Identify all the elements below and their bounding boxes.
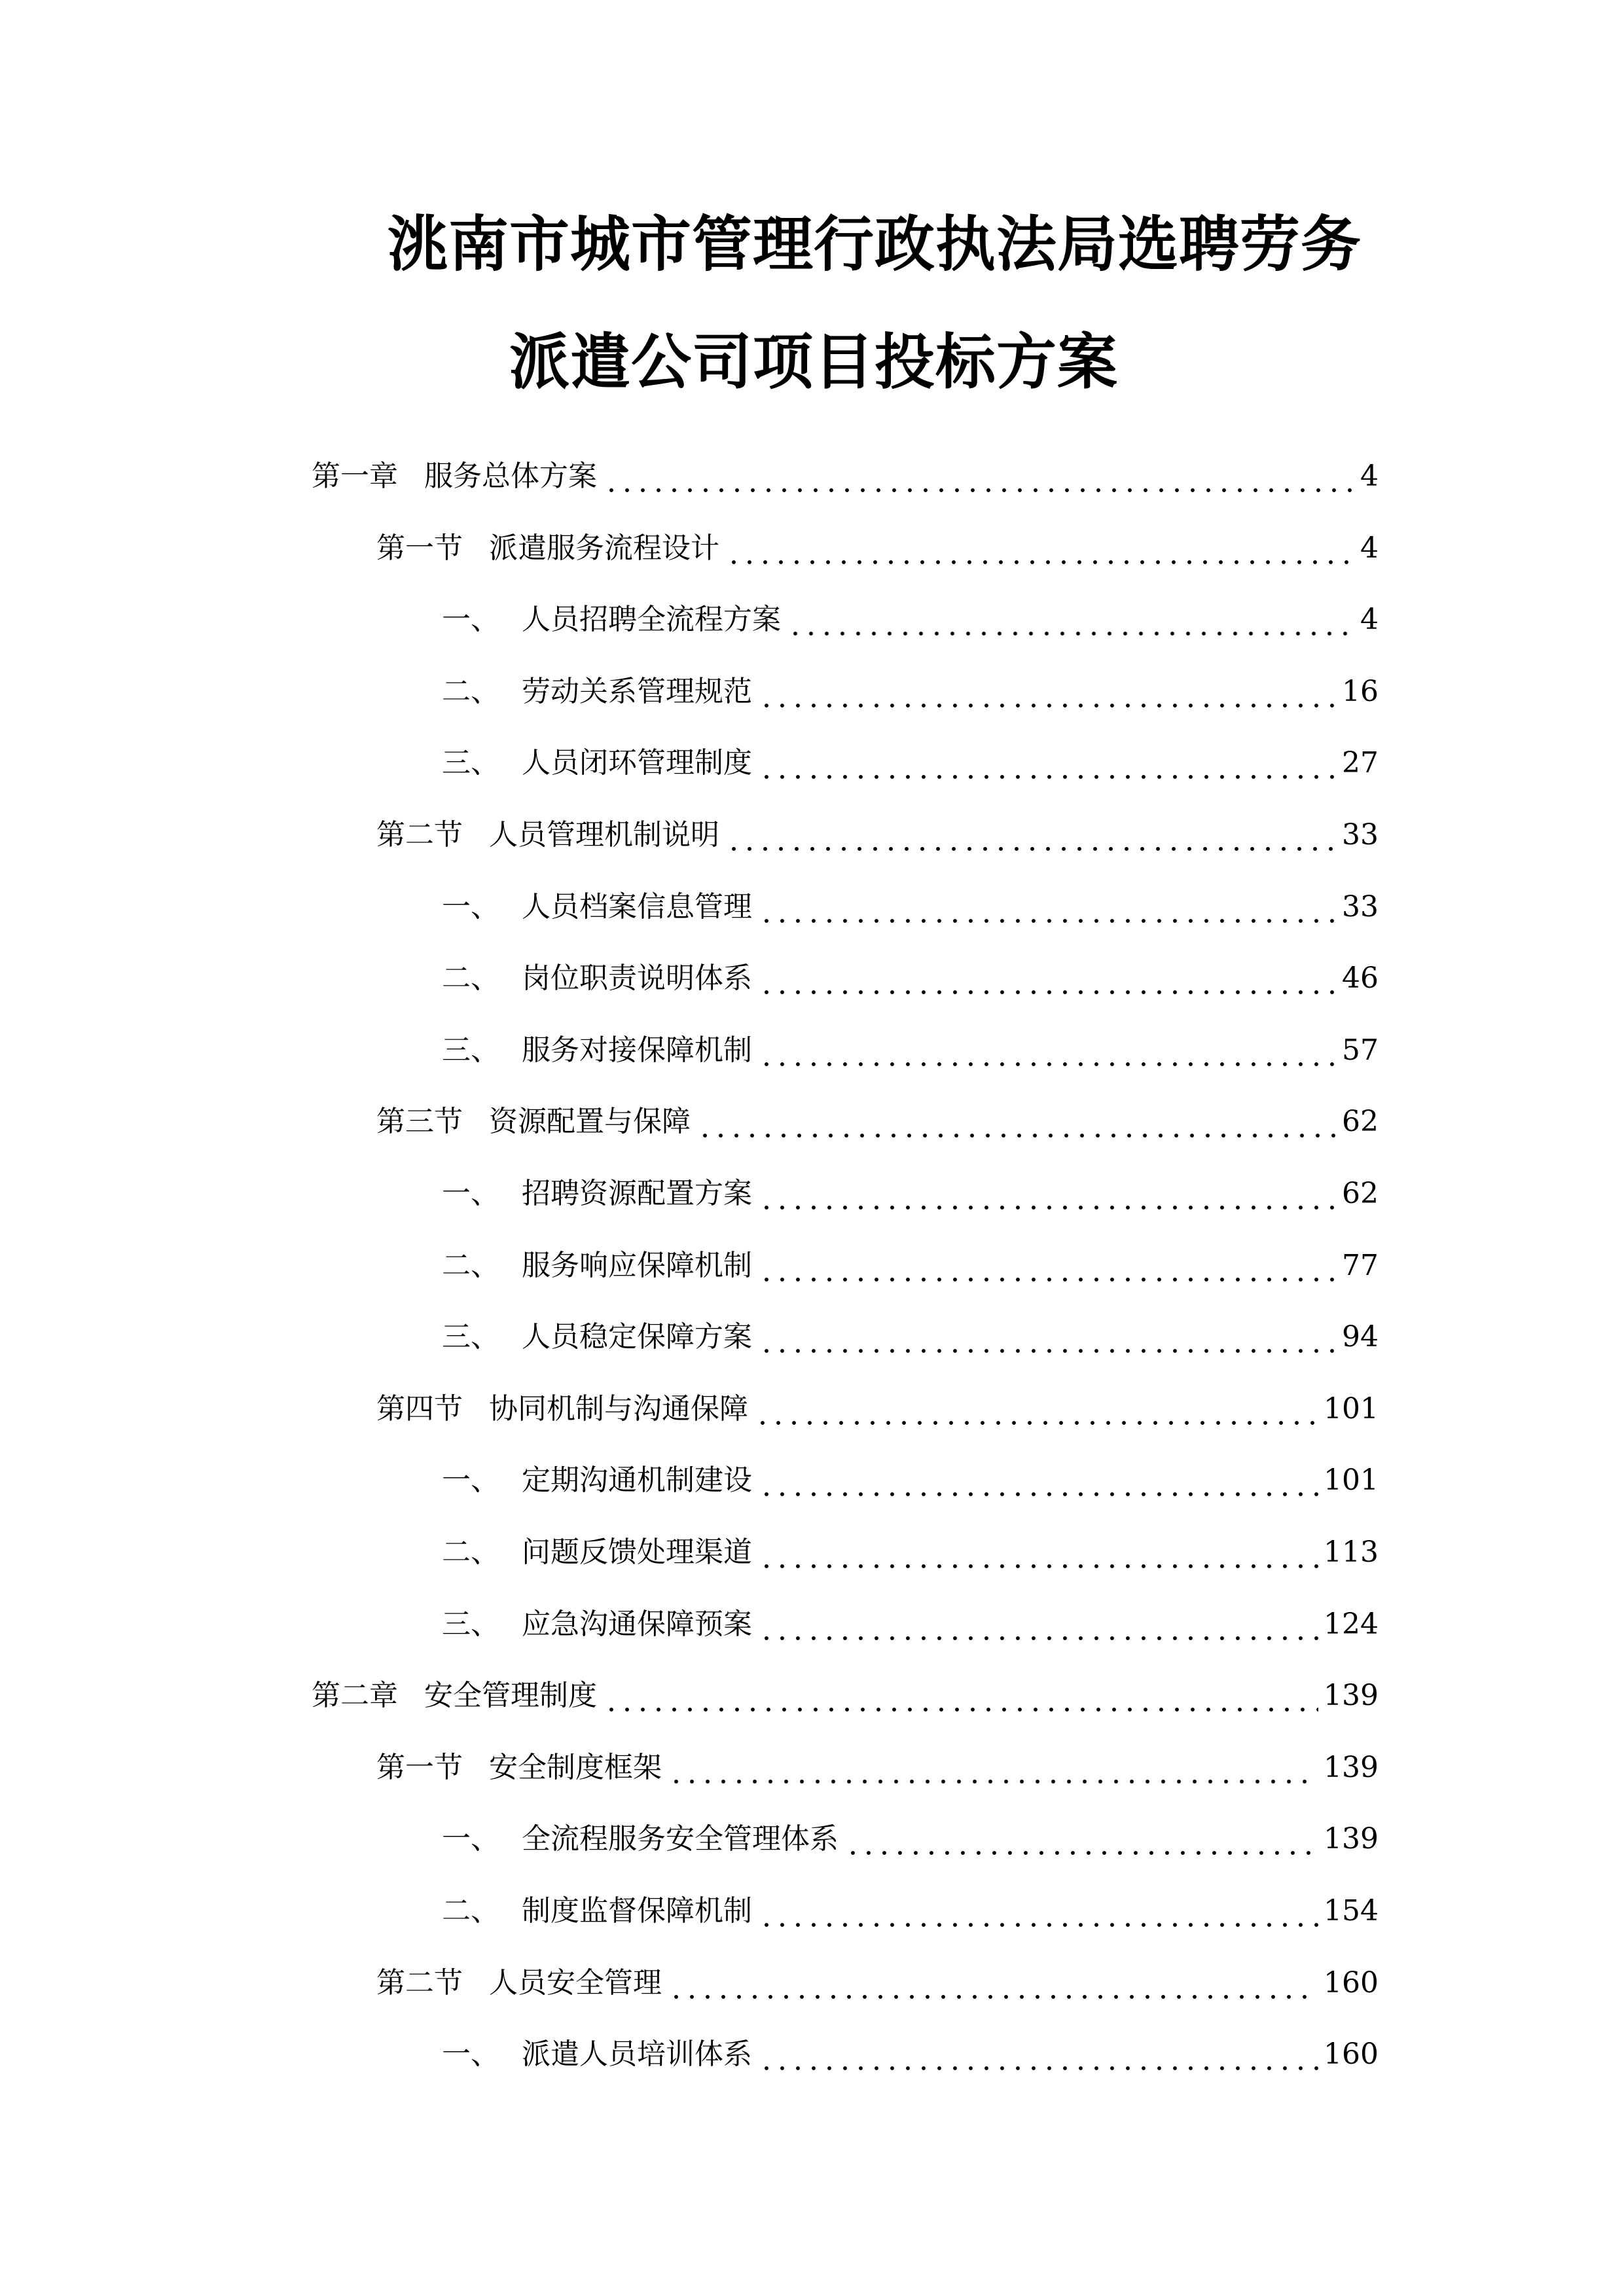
toc-entry-page-number: 124 xyxy=(1324,1607,1379,1641)
toc-dot-leader xyxy=(759,744,1337,783)
toc-entry[interactable] xyxy=(442,1885,1379,1931)
toc-entry[interactable] xyxy=(442,1168,1379,1213)
toc-entry-title: 劳动关系管理规范 xyxy=(522,675,752,708)
toc-entry-number: 第一章 xyxy=(312,459,398,493)
toc-dot-leader xyxy=(759,1246,1337,1285)
toc-entry-title: 岗位职责说明体系 xyxy=(522,961,752,995)
toc-entry-number: 二、 xyxy=(442,1249,499,1282)
toc-dot-leader xyxy=(697,1102,1337,1141)
toc-entry-title: 人员闭环管理制度 xyxy=(522,746,752,780)
toc-entry-page-number: 154 xyxy=(1324,1894,1379,1928)
toc-entry-title: 派遣服务流程设计 xyxy=(489,531,719,565)
page-title-line-2: 派遣公司项目投标方案 xyxy=(509,327,1119,397)
toc-entry[interactable] xyxy=(376,1742,1379,1787)
toc-dot-leader xyxy=(759,1892,1318,1931)
toc-entry-number: 第四节 xyxy=(376,1392,463,1426)
toc-entry[interactable] xyxy=(442,2028,1379,2074)
toc-dot-leader xyxy=(726,529,1354,568)
toc-entry-title: 安全制度框架 xyxy=(489,1751,662,1784)
toc-dot-leader xyxy=(759,1461,1318,1500)
toc-entry[interactable] xyxy=(376,1096,1379,1141)
toc-entry-title: 招聘资源配置方案 xyxy=(522,1177,752,1210)
toc-entry-number: 第二章 xyxy=(312,1679,398,1712)
toc-entry-title: 服务响应保障机制 xyxy=(522,1249,752,1282)
toc-dot-leader xyxy=(759,1031,1337,1070)
toc-entry-title: 派遣人员培训体系 xyxy=(522,2037,752,2071)
toc-dot-leader xyxy=(787,600,1354,639)
toc-entry-page-number: 33 xyxy=(1342,818,1379,852)
toc-entry-page-number: 57 xyxy=(1342,1033,1379,1067)
toc-dot-leader xyxy=(759,888,1337,927)
toc-entry-title: 问题反馈处理渠道 xyxy=(522,1535,752,1569)
toc-entry-page-number: 27 xyxy=(1342,746,1379,780)
toc-dot-leader xyxy=(604,1676,1318,1715)
toc-entry-page-number: 160 xyxy=(1324,2037,1379,2071)
toc-dot-leader xyxy=(759,672,1337,711)
toc-entry[interactable] xyxy=(376,1957,1379,2003)
toc-entry-title: 人员管理机制说明 xyxy=(489,818,719,852)
toc-entry[interactable] xyxy=(376,522,1379,568)
page-title-line-1: 洮南市城市管理行政执法局选聘劳务 xyxy=(388,209,1362,279)
toc-entry-page-number: 113 xyxy=(1324,1535,1379,1569)
toc-entry-page-number: 4 xyxy=(1360,603,1379,636)
toc-entry[interactable] xyxy=(312,1670,1379,1715)
toc-entry-page-number: 101 xyxy=(1324,1392,1379,1426)
toc-entry-number: 一、 xyxy=(442,2037,499,2071)
toc-dot-leader xyxy=(755,1390,1318,1429)
toc-entry[interactable] xyxy=(442,1598,1379,1644)
toc-entry-page-number: 46 xyxy=(1342,961,1379,995)
toc-entry[interactable] xyxy=(376,809,1379,855)
toc-entry-page-number: 77 xyxy=(1342,1249,1379,1282)
toc-entry[interactable] xyxy=(442,594,1379,639)
toc-entry[interactable] xyxy=(442,1311,1379,1357)
toc-entry-title: 服务总体方案 xyxy=(424,459,597,493)
toc-entry-page-number: 139 xyxy=(1324,1679,1379,1712)
toc-dot-leader xyxy=(668,1964,1318,2003)
toc-entry-title: 人员档案信息管理 xyxy=(522,890,752,924)
toc-entry-number: 一、 xyxy=(442,1177,499,1210)
toc-entry-page-number: 4 xyxy=(1360,459,1379,493)
toc-dot-leader xyxy=(759,2035,1318,2074)
toc-entry-number: 第一节 xyxy=(376,1751,463,1784)
toc-entry-number: 第二节 xyxy=(376,1966,463,2000)
toc-entry-title: 应急沟通保障预案 xyxy=(522,1607,752,1641)
toc-entry[interactable] xyxy=(442,1813,1379,1859)
toc-entry-page-number: 94 xyxy=(1342,1320,1379,1354)
toc-dot-leader xyxy=(726,816,1337,855)
toc-entry-number: 一、 xyxy=(442,890,499,924)
toc-entry-page-number: 62 xyxy=(1342,1105,1379,1138)
toc-entry-number: 第二节 xyxy=(376,818,463,852)
toc-dot-leader xyxy=(759,1318,1337,1357)
toc-entry-number: 二、 xyxy=(442,675,499,708)
toc-entry-page-number: 139 xyxy=(1324,1751,1379,1784)
toc-dot-leader xyxy=(668,1748,1318,1787)
toc-entry-number: 第三节 xyxy=(376,1105,463,1138)
toc-entry-number: 二、 xyxy=(442,961,499,995)
toc-entry-page-number: 101 xyxy=(1324,1463,1379,1497)
toc-dot-leader xyxy=(759,1533,1318,1572)
toc-entry-title: 人员安全管理 xyxy=(489,1966,662,2000)
toc-entry-number: 二、 xyxy=(442,1894,499,1928)
toc-entry-page-number: 139 xyxy=(1324,1822,1379,1856)
toc-dot-leader xyxy=(845,1820,1318,1859)
toc-entry-number: 一、 xyxy=(442,1463,499,1497)
toc-entry-page-number: 33 xyxy=(1342,890,1379,924)
toc-entry-title: 资源配置与保障 xyxy=(489,1105,691,1138)
toc-entry-number: 第一节 xyxy=(376,531,463,565)
toc-entry-title: 人员稳定保障方案 xyxy=(522,1320,752,1354)
toc-dot-leader xyxy=(759,1605,1318,1644)
toc-entry-number: 三、 xyxy=(442,1033,499,1067)
toc-dot-leader xyxy=(759,959,1337,998)
toc-entry-title: 安全管理制度 xyxy=(424,1679,597,1712)
toc-entry-page-number: 16 xyxy=(1342,675,1379,708)
toc-entry-number: 三、 xyxy=(442,1320,499,1354)
toc-dot-leader xyxy=(759,1174,1337,1213)
toc-dot-leader xyxy=(604,457,1354,496)
toc-entry[interactable] xyxy=(376,1383,1379,1429)
toc-entry-title: 人员招聘全流程方案 xyxy=(522,603,781,636)
toc-entry-page-number: 160 xyxy=(1324,1966,1379,2000)
toc-entry-title: 全流程服务安全管理体系 xyxy=(522,1822,839,1856)
toc-entry-title: 制度监督保障机制 xyxy=(522,1894,752,1928)
toc-entry[interactable] xyxy=(442,1454,1379,1500)
toc-entry-number: 一、 xyxy=(442,603,499,636)
toc-entry-number: 一、 xyxy=(442,1822,499,1856)
toc-entry-title: 协同机制与沟通保障 xyxy=(489,1392,748,1426)
toc-entry[interactable] xyxy=(442,1024,1379,1070)
toc-entry-number: 三、 xyxy=(442,746,499,780)
toc-entry[interactable] xyxy=(442,1240,1379,1285)
toc-entry-page-number: 62 xyxy=(1342,1177,1379,1210)
toc-entry[interactable] xyxy=(442,881,1379,927)
toc-entry[interactable] xyxy=(442,666,1379,711)
toc-entry-page-number: 4 xyxy=(1360,531,1379,565)
toc-entry[interactable] xyxy=(312,450,1379,496)
toc-entry[interactable] xyxy=(442,1526,1379,1572)
toc-entry-number: 二、 xyxy=(442,1535,499,1569)
toc-entry[interactable] xyxy=(442,952,1379,998)
toc-entry-title: 定期沟通机制建设 xyxy=(522,1463,752,1497)
toc-entry-number: 三、 xyxy=(442,1607,499,1641)
toc-entry[interactable] xyxy=(442,737,1379,783)
toc-entry-title: 服务对接保障机制 xyxy=(522,1033,752,1067)
